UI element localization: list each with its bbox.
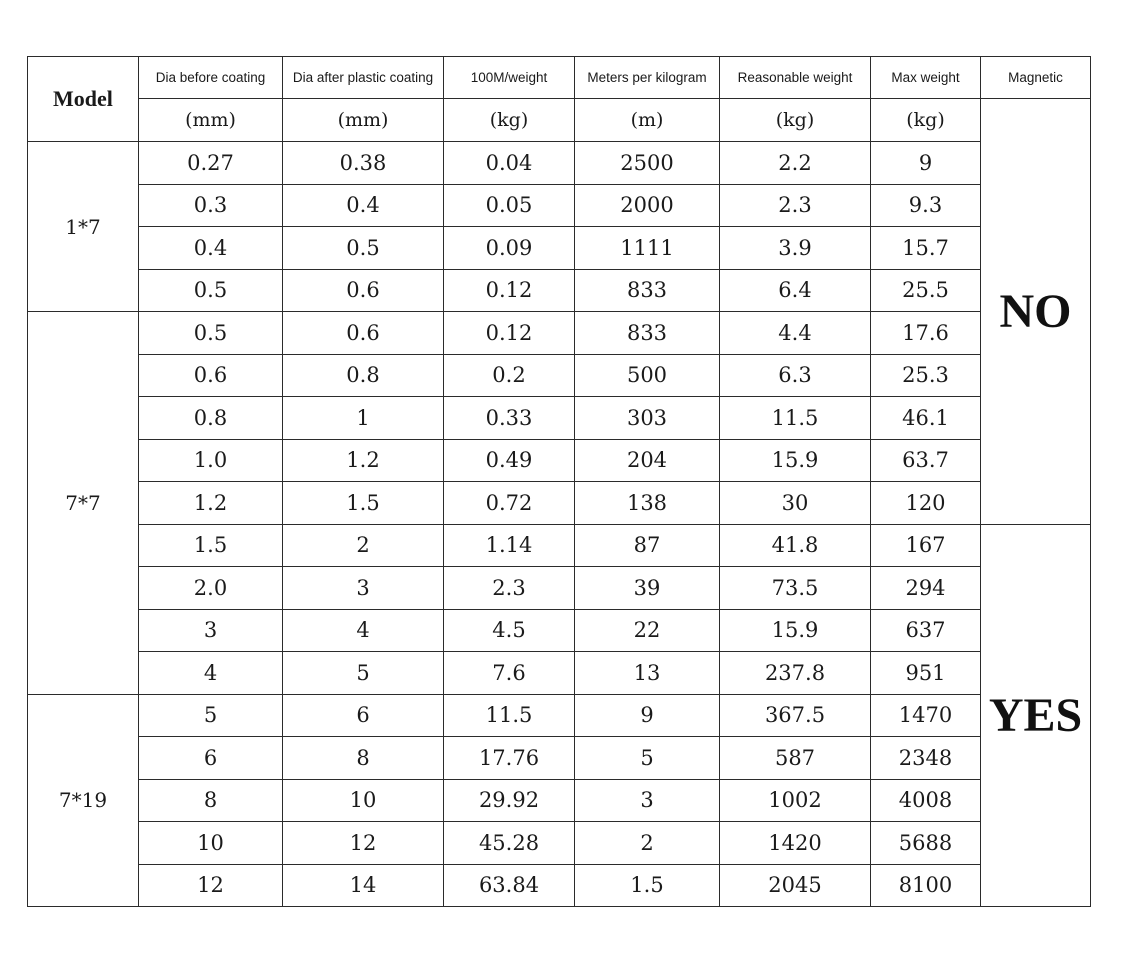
cell-meters-per-kg: 833: [575, 269, 720, 312]
header-dia-before: Dia before coating: [139, 57, 283, 99]
model-cell: 7*7: [28, 312, 139, 695]
unit-meters-per-kg: (m): [575, 99, 720, 142]
cell-dia-after: 0.6: [283, 269, 444, 312]
cell-reasonable-weight: 30: [720, 482, 871, 525]
cell-reasonable-weight: 1420: [720, 822, 871, 865]
cell-reasonable-weight: 2.2: [720, 142, 871, 185]
cell-dia-before: 5: [139, 694, 283, 737]
cell-max-weight: 8100: [871, 864, 981, 907]
cell-max-weight: 15.7: [871, 227, 981, 270]
table-row: [28, 524, 1091, 567]
cell-meters-per-kg: 2: [575, 822, 720, 865]
cell-meters-per-kg: 5: [575, 737, 720, 780]
cell-dia-after: 1: [283, 397, 444, 440]
cell-reasonable-weight: 4.4: [720, 312, 871, 355]
table-row: [28, 737, 1091, 780]
cell-100m-weight: 2.3: [444, 567, 575, 610]
cell-meters-per-kg: 22: [575, 609, 720, 652]
cell-max-weight: 63.7: [871, 439, 981, 482]
cell-max-weight: 5688: [871, 822, 981, 865]
cell-100m-weight: 11.5: [444, 694, 575, 737]
cell-dia-after: 12: [283, 822, 444, 865]
cell-dia-after: 0.8: [283, 354, 444, 397]
cell-meters-per-kg: 2500: [575, 142, 720, 185]
header-row: [28, 57, 1091, 99]
cell-dia-after: 5: [283, 652, 444, 695]
cell-meters-per-kg: 303: [575, 397, 720, 440]
cell-reasonable-weight: 73.5: [720, 567, 871, 610]
cell-100m-weight: 0.12: [444, 312, 575, 355]
cell-meters-per-kg: 1.5: [575, 864, 720, 907]
cell-dia-before: 10: [139, 822, 283, 865]
cell-reasonable-weight: 237.8: [720, 652, 871, 695]
cell-reasonable-weight: 367.5: [720, 694, 871, 737]
cell-100m-weight: 63.84: [444, 864, 575, 907]
header-reasonable-weight: Reasonable weight: [720, 57, 871, 99]
model-cell: 1*7: [28, 142, 139, 312]
cell-100m-weight: 0.09: [444, 227, 575, 270]
cell-reasonable-weight: 587: [720, 737, 871, 780]
cell-dia-after: 0.4: [283, 184, 444, 227]
cell-meters-per-kg: 500: [575, 354, 720, 397]
cell-max-weight: 294: [871, 567, 981, 610]
cell-meters-per-kg: 13: [575, 652, 720, 695]
cell-reasonable-weight: 15.9: [720, 609, 871, 652]
cell-dia-before: 0.6: [139, 354, 283, 397]
cell-meters-per-kg: 3: [575, 779, 720, 822]
cell-reasonable-weight: 6.4: [720, 269, 871, 312]
cell-100m-weight: 0.72: [444, 482, 575, 525]
cell-dia-after: 3: [283, 567, 444, 610]
cell-meters-per-kg: 9: [575, 694, 720, 737]
header-meters-per-kg: Meters per kilogram: [575, 57, 720, 99]
table-row: [28, 694, 1091, 737]
cell-dia-after: 1.5: [283, 482, 444, 525]
magnetic-no-cell: NO: [981, 99, 1091, 525]
cell-reasonable-weight: 15.9: [720, 439, 871, 482]
magnetic-yes-cell: YES: [981, 524, 1091, 907]
table-row: [28, 779, 1091, 822]
cell-max-weight: 9.3: [871, 184, 981, 227]
cell-100m-weight: 4.5: [444, 609, 575, 652]
unit-reasonable-weight: (kg): [720, 99, 871, 142]
cell-meters-per-kg: 39: [575, 567, 720, 610]
cell-max-weight: 637: [871, 609, 981, 652]
cell-dia-before: 0.5: [139, 312, 283, 355]
cell-reasonable-weight: 3.9: [720, 227, 871, 270]
table-body: [28, 57, 1091, 907]
cell-dia-after: 4: [283, 609, 444, 652]
unit-max-weight: (kg): [871, 99, 981, 142]
cell-reasonable-weight: 11.5: [720, 397, 871, 440]
cell-dia-before: 1.5: [139, 524, 283, 567]
cell-dia-after: 2: [283, 524, 444, 567]
cell-dia-before: 6: [139, 737, 283, 780]
table-row: [28, 609, 1091, 652]
cell-max-weight: 951: [871, 652, 981, 695]
cell-max-weight: 46.1: [871, 397, 981, 440]
unit-dia-after: (mm): [283, 99, 444, 142]
cell-dia-before: 8: [139, 779, 283, 822]
cell-dia-after: 0.38: [283, 142, 444, 185]
table-row: [28, 567, 1091, 610]
table-row: [28, 184, 1091, 227]
table-row: [28, 482, 1091, 525]
table-row: [28, 397, 1091, 440]
unit-100m-weight: (kg): [444, 99, 575, 142]
cell-max-weight: 25.5: [871, 269, 981, 312]
header-dia-after: Dia after plastic coating: [283, 57, 444, 99]
cell-max-weight: 2348: [871, 737, 981, 780]
cell-reasonable-weight: 41.8: [720, 524, 871, 567]
cell-dia-before: 3: [139, 609, 283, 652]
cell-100m-weight: 29.92: [444, 779, 575, 822]
table-row: [28, 312, 1091, 355]
cell-reasonable-weight: 1002: [720, 779, 871, 822]
cell-dia-before: 0.8: [139, 397, 283, 440]
table-row: [28, 142, 1091, 185]
header-max-weight: Max weight: [871, 57, 981, 99]
cell-dia-after: 0.6: [283, 312, 444, 355]
cell-100m-weight: 1.14: [444, 524, 575, 567]
cell-100m-weight: 7.6: [444, 652, 575, 695]
cell-100m-weight: 0.04: [444, 142, 575, 185]
cell-meters-per-kg: 2000: [575, 184, 720, 227]
cell-max-weight: 9: [871, 142, 981, 185]
cell-100m-weight: 0.12: [444, 269, 575, 312]
model-header: Model: [28, 57, 139, 142]
cell-meters-per-kg: 87: [575, 524, 720, 567]
cell-dia-after: 8: [283, 737, 444, 780]
cell-meters-per-kg: 1111: [575, 227, 720, 270]
table-row: [28, 439, 1091, 482]
cell-max-weight: 25.3: [871, 354, 981, 397]
cell-dia-before: 0.4: [139, 227, 283, 270]
cell-max-weight: 120: [871, 482, 981, 525]
cell-reasonable-weight: 6.3: [720, 354, 871, 397]
cell-dia-before: 0.27: [139, 142, 283, 185]
cell-dia-after: 1.2: [283, 439, 444, 482]
table-row: [28, 652, 1091, 695]
model-cell: 7*19: [28, 694, 139, 907]
cell-100m-weight: 45.28: [444, 822, 575, 865]
cell-100m-weight: 17.76: [444, 737, 575, 780]
cell-max-weight: 1470: [871, 694, 981, 737]
cell-reasonable-weight: 2045: [720, 864, 871, 907]
cell-100m-weight: 0.49: [444, 439, 575, 482]
table-row: [28, 269, 1091, 312]
cell-dia-after: 14: [283, 864, 444, 907]
cell-dia-before: 1.0: [139, 439, 283, 482]
cell-dia-before: 2.0: [139, 567, 283, 610]
cell-dia-after: 6: [283, 694, 444, 737]
cell-100m-weight: 0.05: [444, 184, 575, 227]
cell-reasonable-weight: 2.3: [720, 184, 871, 227]
table-row: [28, 822, 1091, 865]
cell-100m-weight: 0.33: [444, 397, 575, 440]
cell-dia-before: 0.5: [139, 269, 283, 312]
cell-100m-weight: 0.2: [444, 354, 575, 397]
spec-table: [27, 56, 1091, 907]
cell-meters-per-kg: 204: [575, 439, 720, 482]
cell-dia-after: 10: [283, 779, 444, 822]
header-100m-weight: 100M/weight: [444, 57, 575, 99]
cell-dia-after: 0.5: [283, 227, 444, 270]
cell-meters-per-kg: 138: [575, 482, 720, 525]
table-row: [28, 354, 1091, 397]
header-magnetic: Magnetic: [981, 57, 1091, 99]
cell-meters-per-kg: 833: [575, 312, 720, 355]
cell-dia-before: 12: [139, 864, 283, 907]
cell-max-weight: 17.6: [871, 312, 981, 355]
cell-dia-before: 4: [139, 652, 283, 695]
cell-dia-before: 1.2: [139, 482, 283, 525]
cell-max-weight: 167: [871, 524, 981, 567]
table-row: [28, 227, 1091, 270]
unit-dia-before: (mm): [139, 99, 283, 142]
table-row: [28, 864, 1091, 907]
cell-dia-before: 0.3: [139, 184, 283, 227]
cell-max-weight: 4008: [871, 779, 981, 822]
unit-row: [28, 99, 1091, 142]
